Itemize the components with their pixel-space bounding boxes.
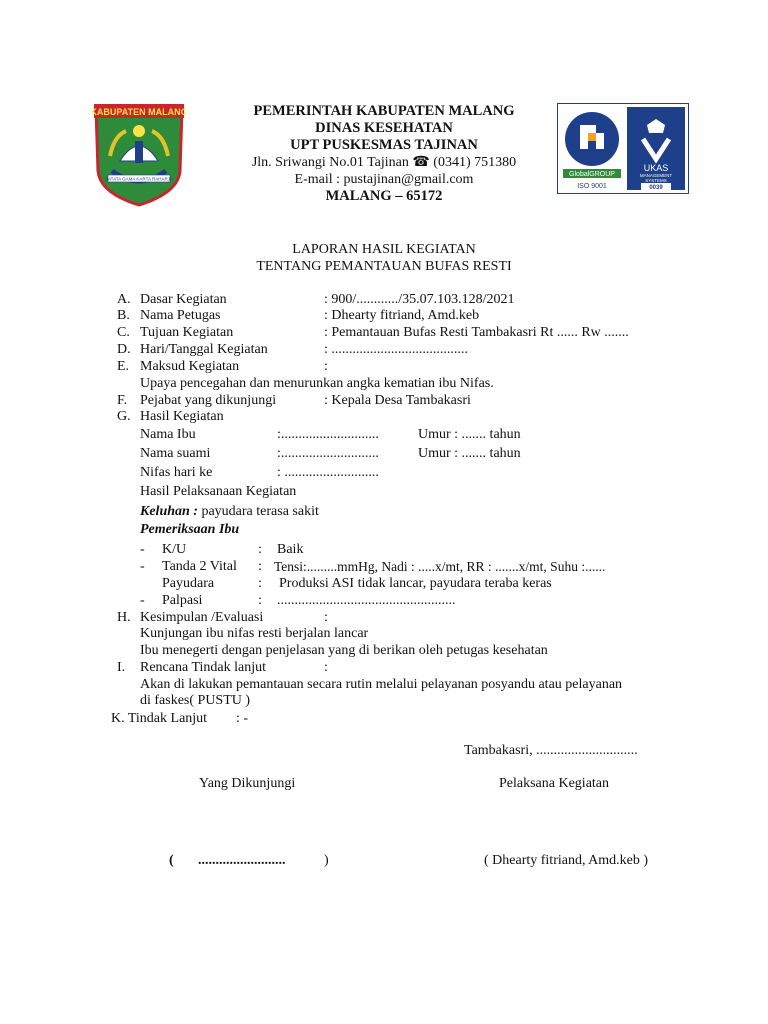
pemeriksaan-heading: Pemeriksaan Ibu (140, 522, 240, 537)
crest-banner-text: KABUPATEN MALANG (92, 107, 186, 117)
item-a-label: Dasar Kegiatan (140, 292, 227, 307)
palpasi-value: ................................................... (277, 593, 456, 608)
item-h-value: : (324, 610, 328, 625)
item-c-letter: C. (117, 325, 130, 340)
item-i-line2: di faskes( PUSTU ) (140, 693, 251, 708)
item-h-letter: H. (117, 610, 131, 625)
nifas-value: : ........................... (277, 465, 379, 480)
item-f-label: Pejabat yang dikunjungi (140, 393, 277, 408)
kabupaten-malang-logo (92, 101, 186, 208)
ku-value: Baik (277, 542, 304, 557)
title-line-1: LAPORAN HASIL KEGIATAN (292, 242, 476, 257)
signature-right-title: Pelaksana Kegiatan (499, 776, 610, 791)
keluhan-label: Keluhan : (140, 504, 198, 519)
item-a-letter: A. (117, 292, 131, 307)
item-e-desc: Upaya pencegahan dan menurunkan angka kematian ibu Nifas. (140, 376, 494, 391)
item-k-value: : - (236, 711, 249, 726)
ku-dash: - (140, 542, 145, 557)
signature-left-open: ( (169, 853, 174, 868)
ttv-dash: - (140, 559, 145, 574)
payudara-colon: : (258, 576, 262, 591)
umur-ibu: Umur : ....... tahun (418, 427, 521, 442)
item-b-letter: B. (117, 308, 130, 323)
title-line-2: TENTANG PEMANTAUAN BUFAS RESTI (256, 259, 512, 274)
item-g-letter: G. (117, 409, 131, 424)
payudara-value: Produksi ASI tidak lancar, payudara teraba keras (279, 576, 552, 591)
header-address: Jln. Sriwangi No.01 Tajinan ☎ (0341) 751380 (251, 155, 517, 170)
item-i-label: Rencana Tindak lanjut (140, 660, 266, 675)
signature-left-dots: ......................... (198, 853, 286, 868)
item-f-letter: F. (117, 393, 128, 408)
item-k-label: K. Tindak Lanjut (111, 711, 208, 726)
item-i-letter: I. (117, 660, 126, 675)
item-d-letter: D. (117, 342, 131, 357)
place-date: Tambakasri, ............................. (464, 743, 638, 758)
header-city: MALANG – 65172 (325, 188, 443, 204)
item-h-label: Kesimpulan /Evaluasi (140, 610, 264, 625)
letterhead (200, 103, 568, 205)
header-line-government: PEMERINTAH KABUPATEN MALANG (253, 103, 515, 119)
globalgroup-text: GlobalGROUP (569, 171, 615, 178)
nama-ibu-label: Nama Ibu (140, 427, 196, 442)
keluhan-line (140, 504, 319, 520)
palpasi-label: Palpasi (162, 593, 203, 608)
item-i-value: : (324, 660, 328, 675)
item-b-label: Nama Petugas (140, 308, 221, 323)
item-h-line2: Ibu menegerti dengan penjelasan yang di berikan oleh petugas kesehatan (140, 643, 548, 658)
keluhan-value: payudara terasa sakit (197, 504, 319, 519)
item-e-label: Maksud Kegiatan (140, 359, 240, 374)
item-a-value: : 900/............/35.07.103.128/2021 (324, 292, 515, 307)
ttv-label: Tanda 2 Vital (162, 559, 237, 574)
hasil-pelaksanaan: Hasil Pelaksanaan Kegiatan (140, 484, 297, 499)
header-line-puskesmas: UPT PUSKESMAS TAJINAN (290, 137, 478, 153)
ku-label: K/U (162, 542, 187, 557)
item-d-label: Hari/Tanggal Kegiatan (140, 342, 268, 357)
item-b-value: : Dhearty fitriand, Amd.keb (324, 308, 480, 323)
nifas-label: Nifas hari ke (140, 465, 213, 480)
ukas-text: UKAS (643, 163, 669, 173)
signature-left-title: Yang Dikunjungi (199, 776, 296, 791)
signature-right-name: ( Dhearty fitriand, Amd.keb ) (484, 853, 649, 868)
item-d-value: : ....................................... (324, 342, 468, 357)
ukas-code: 0039 (649, 185, 663, 191)
report-title (0, 241, 768, 275)
item-i-line1: Akan di lakukan pemantauan secara rutin melalui pelayanan posyandu atau pelayanan (140, 677, 623, 692)
signature-left-close: ) (324, 853, 329, 868)
palpasi-dash: - (140, 593, 145, 608)
crest-icon (92, 101, 186, 208)
item-e-value: : (324, 359, 328, 374)
ukas-sub2: SYSTEMS (645, 178, 667, 183)
item-c-label: Tujuan Kegiatan (140, 325, 234, 340)
ku-colon: : (258, 542, 262, 557)
header-email: E-mail : pustajinan@gmail.com (294, 172, 474, 187)
nama-suami-value: :............................ (277, 446, 379, 461)
ttv-colon: : (258, 559, 262, 574)
certification-icon (557, 103, 689, 194)
item-h-line1: Kunjungan ibu nifas resti berjalan lancar (140, 626, 369, 641)
payudara-label: Payudara (162, 576, 215, 591)
iso-text: ISO 9001 (577, 183, 607, 190)
ttv-value: Tensi:.........mmHg, Nadi : .....x/mt, RR : .......x/mt, Suhu :...... (274, 559, 606, 574)
ukas-sub1: MANAGEMENT (639, 173, 673, 178)
item-c-value: : Pemantauan Bufas Resti Tambakasri Rt ...... Rw ....... (324, 325, 629, 340)
iso-ukas-logo (557, 103, 689, 194)
palpasi-colon: : (258, 593, 262, 608)
item-e-letter: E. (117, 359, 130, 374)
item-g-label: Hasil Kegiatan (140, 409, 224, 424)
nama-suami-label: Nama suami (140, 446, 211, 461)
umur-suami: Umur : ....... tahun (418, 446, 521, 461)
item-f-value: : Kepala Desa Tambakasri (324, 393, 471, 408)
crest-motto-text: SATATA GAMA KARTA RAHARJA (104, 176, 174, 182)
nama-ibu-value: :............................ (277, 427, 379, 442)
header-line-department: DINAS KESEHATAN (315, 120, 453, 136)
